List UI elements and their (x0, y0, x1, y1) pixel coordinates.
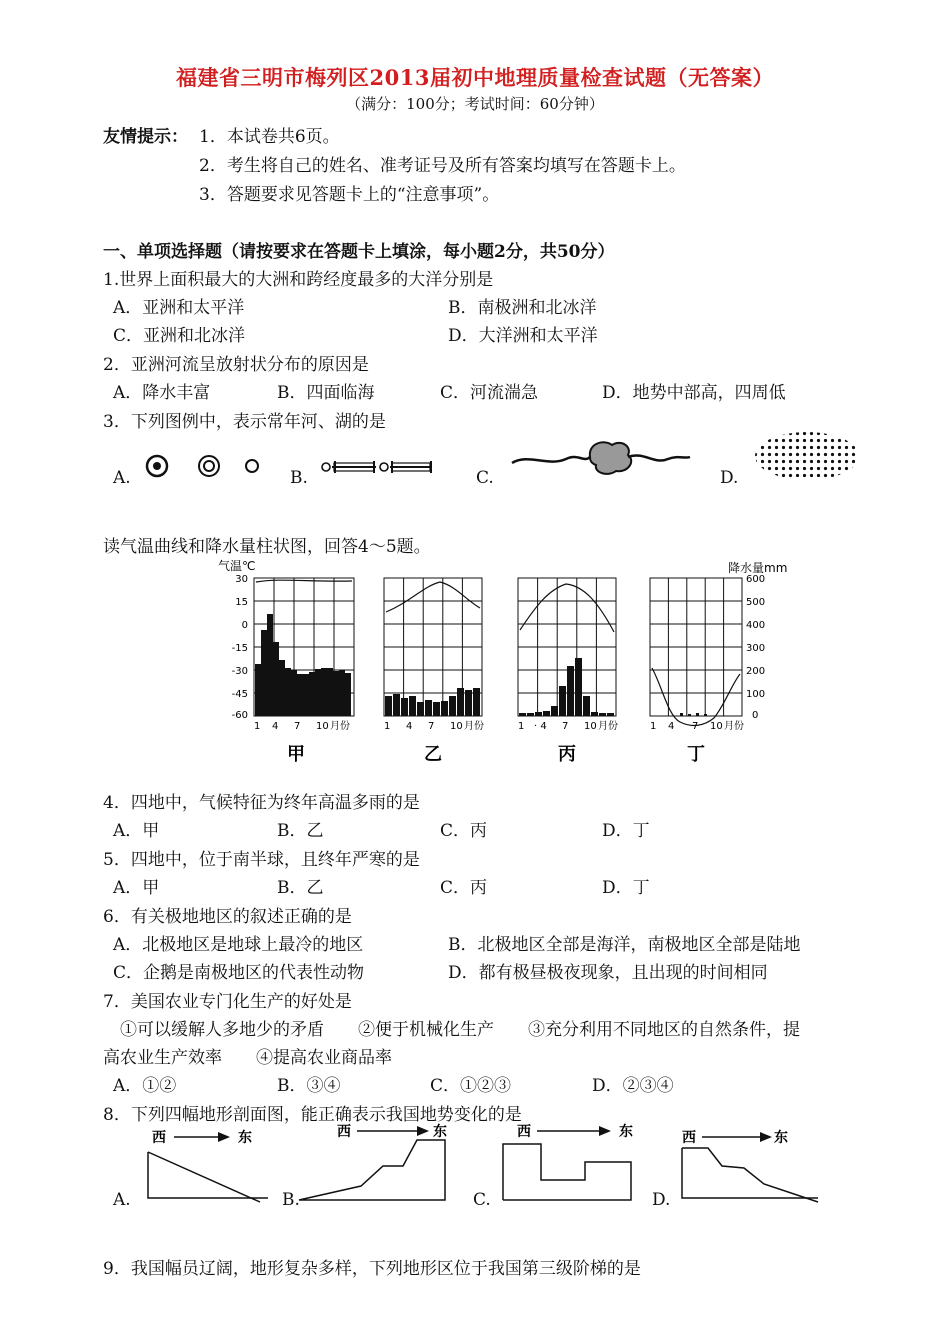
east-label: 东 (238, 1130, 252, 1146)
profile-d (672, 1122, 822, 1212)
west-label: 西 (517, 1124, 531, 1140)
option-d: D．②③④ (592, 1076, 674, 1096)
option-b: B. (282, 1190, 300, 1210)
svg-text:1: 1 (384, 721, 391, 732)
question-text: 高农业生产效率 ④提高农业商品率 (103, 1048, 392, 1068)
tip-item: 2．考生将自己的姓名、准考证号及所有答案均填写在答题卡上。 (199, 156, 686, 176)
month-tick: 7 (294, 721, 301, 732)
precip-tick: 200 (746, 666, 766, 677)
option-d: D．大洋洲和太平洋 (448, 326, 598, 346)
west-label: 西 (682, 1130, 696, 1146)
option-b: B．北极地区全部是海洋，南极地区全部是陆地 (448, 935, 801, 955)
svg-text:7: 7 (692, 721, 699, 732)
temp-tick: -60 (231, 710, 248, 721)
option-d: D. (652, 1190, 671, 1210)
svg-text:10: 10 (450, 721, 463, 732)
option-a: A. (113, 468, 131, 488)
tip-item: 3．答题要求见答题卡上的“注意事项”。 (199, 185, 500, 205)
west-label: 西 (152, 1130, 166, 1146)
section-heading: 一、单项选择题（请按要求在答题卡上填涂，每小题2分，共50分） (103, 242, 615, 262)
option-d: D．丁 (602, 878, 650, 898)
question-stem: 4．四地中，气候特征为终年高温多雨的是 (103, 793, 420, 813)
temp-tick: -45 (231, 689, 248, 700)
precip-tick: 100 (746, 689, 766, 700)
option-c: C．丙 (440, 878, 488, 898)
option-d: D．丁 (602, 821, 650, 841)
svg-text:4: 4 (668, 721, 675, 732)
precip-axis-label: 降水量mm (728, 561, 788, 575)
east-label: 东 (774, 1130, 788, 1146)
option-a: A. (113, 1190, 131, 1210)
west-label: 西 (337, 1124, 351, 1140)
svg-text:· 4: · 4 (534, 721, 547, 732)
option-a: A．①② (113, 1076, 177, 1096)
option-c: C．企鹅是南极地区的代表性动物 (113, 963, 365, 983)
question-text: ①可以缓解人多地少的矛盾 ②便于机械化生产 ③充分利用不同地区的自然条件，提 (120, 1020, 800, 1040)
legend-a-icons (140, 448, 270, 484)
exam-info: （满分：100分；考试时间：60分钟） (346, 95, 604, 113)
option-a: A．甲 (113, 878, 160, 898)
temp-tick: 15 (235, 597, 248, 608)
month-tick: 4 (272, 721, 279, 732)
tips-label: 友情提示： (103, 127, 188, 147)
chart-bing (518, 578, 618, 765)
chart-jia (232, 574, 354, 765)
option-d: D．地势中部高，四周低 (602, 383, 786, 403)
option-b: B．乙 (277, 821, 324, 841)
svg-text:10: 10 (584, 721, 597, 732)
option-c: C．①②③ (430, 1076, 512, 1096)
tip-item: 1．本试卷共6页。 (199, 127, 340, 147)
svg-text:月份: 月份 (464, 721, 484, 732)
svg-text:7: 7 (428, 721, 435, 732)
legend-c-river-lake (508, 433, 693, 483)
option-b: B．乙 (277, 878, 324, 898)
precip-tick: 300 (746, 643, 766, 654)
chart-name: 乙 (424, 744, 442, 765)
month-tick: 1 (254, 721, 261, 732)
profile-b (295, 1118, 455, 1208)
question-stem: 7．美国农业专门化生产的好处是 (103, 992, 352, 1012)
option-c: C．河流湍急 (440, 383, 539, 403)
temp-tick: -15 (231, 643, 248, 654)
chart-ding (650, 574, 765, 765)
precip-tick: 600 (746, 574, 766, 585)
question-stem: 5．四地中，位于南半球，且终年严寒的是 (103, 850, 420, 870)
legend-d-dotted (752, 430, 862, 482)
option-a: A．北极地区是地球上最冷的地区 (113, 935, 364, 955)
question-stem: 9．我国幅员辽阔，地形复杂多样，下列地形区位于我国第三级阶梯的是 (103, 1259, 641, 1279)
east-label: 东 (433, 1124, 447, 1140)
svg-text:月份: 月份 (598, 721, 618, 732)
precip-tick: 0 (752, 710, 759, 721)
option-d: D. (720, 468, 739, 488)
option-a: A．降水丰富 (113, 383, 211, 403)
option-c: C. (476, 468, 494, 488)
question-stem: 2．亚洲河流呈放射状分布的原因是 (103, 355, 369, 375)
temp-tick: 0 (241, 620, 248, 631)
profile-a (138, 1122, 278, 1208)
temp-tick: 30 (235, 574, 248, 585)
chart-name: 丁 (687, 744, 705, 765)
option-a: A．甲 (113, 821, 160, 841)
svg-text:1: 1 (518, 721, 525, 732)
profile-c (495, 1118, 645, 1208)
svg-text:1: 1 (650, 721, 657, 732)
climate-charts (210, 556, 788, 772)
page-title: 福建省三明市梅列区2013届初中地理质量检查试题（无答案） (176, 65, 774, 90)
month-tick: 10 (316, 721, 329, 732)
svg-text:10: 10 (710, 721, 723, 732)
option-b: B．四面临海 (277, 383, 375, 403)
question-stem: 6．有关极地地区的叙述正确的是 (103, 907, 352, 927)
option-b: B. (290, 468, 308, 488)
question-stem: 3．下列图例中，表示常年河、湖的是 (103, 412, 386, 432)
option-c: C. (473, 1190, 491, 1210)
chart-name: 甲 (287, 744, 305, 765)
chart-name: 丙 (558, 744, 576, 765)
temp-axis-label: 气温℃ (218, 559, 256, 573)
east-label: 东 (619, 1124, 633, 1140)
month-tick: 月份 (330, 721, 350, 732)
precip-tick: 500 (746, 597, 766, 608)
precip-tick: 400 (746, 620, 766, 631)
option-c: C．亚洲和北冰洋 (113, 326, 246, 346)
option-b: B．③④ (277, 1076, 341, 1096)
option-d: D．都有极昼极夜现象，且出现的时间相同 (448, 963, 768, 983)
option-b: B．南极洲和北冰洋 (448, 298, 597, 318)
option-c: C．丙 (440, 821, 488, 841)
svg-text:7: 7 (562, 721, 569, 732)
svg-text:月份: 月份 (724, 721, 744, 732)
question-stem: 1.世界上面积最大的大洲和跨经度最多的大洋分别是 (103, 270, 494, 290)
climate-intro: 读气温曲线和降水量柱状图，回答4～5题。 (103, 537, 431, 557)
chart-yi (384, 578, 484, 765)
option-a: A．亚洲和太平洋 (113, 298, 245, 318)
question-stem: 8．下列四幅地形剖面图，能正确表示我国地势变化的是 (103, 1105, 522, 1125)
legend-b-icons (320, 455, 440, 479)
svg-text:4: 4 (406, 721, 413, 732)
temp-tick: -30 (231, 666, 248, 677)
